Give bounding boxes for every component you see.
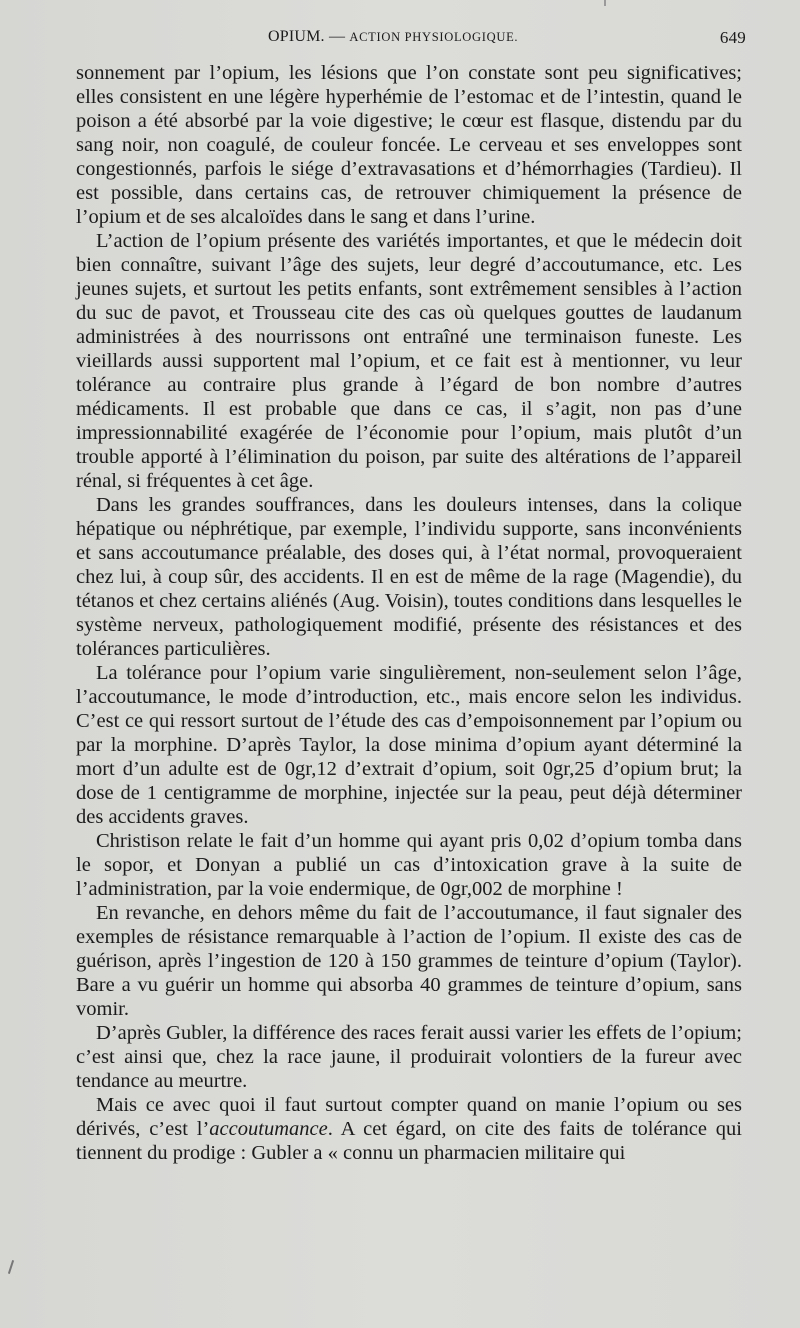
body-text (76, 61, 742, 1165)
running-head-dash: — (324, 28, 350, 45)
running-head (268, 28, 518, 46)
paragraph-6 (76, 901, 742, 1021)
paragraph-3-text: Dans les grandes souffrances, dans les douleurs intenses, dans la colique hépatique ou néphrétique, par exemple, l’individu supporte, sans inconvénients et sans accoutumance préalable, des doses qui, à l’état normal, provoqueraient chez lui, à coup sûr, des accidents. Il en est de même de la rage (Magendie), du tétanos et chez certains aliénés (Aug. Voisin), toutes conditions dans lesquelles le système nerveux, pathologiquement modifié, présente des résistances et des tolérances particulières. (76, 494, 742, 660)
paragraph-4 (76, 661, 742, 829)
paragraph-7-text: D’après Gubler, la différence des races ferait aussi varier les effets de l’opium; c’est ainsi que, chez la race jaune, il produirait volontiers de la fureur avec tendance au meurtre. (76, 1022, 742, 1092)
page-number: 649 (719, 28, 746, 47)
paragraph-1-text: sonnement par l’opium, les lésions que l’on constate sont peu significatives; elles consistent en une légère hyperhémie de l’estomac et de l’intestin, quand le poison a été absorbé par la voie digestive; le cœur est flasque, distendu par du sang noir, non coagulé, de couleur foncée. Le cerveau et ses enveloppes sont congestionnés, parfois le siége d’extravasations et d’hémorrhagies (Tardieu). Il est possible, dans certains cas, de retrouver chimiquement la présence de l’opium et de ses alcaloïdes dans le sang et dans l’urine. (76, 62, 742, 228)
paragraph-8 (76, 1093, 742, 1165)
paragraph-4-text: La tolérance pour l’opium varie singulièrement, non-seulement selon l’âge, l’accoutumance, le mode d’introduction, etc., mais encore selon les individus. C’est ce qui ressort surtout de l’étude des cas d’empoisonnement par l’opium ou par la morphine. D’après Taylor, la dose minima d’opium ayant déterminé la mort d’un adulte est de 0gr,12 d’extrait d’opium, soit 0gr,25 d’opium brut; la dose de 1 centigramme de morphine, injectée sur la peau, peut déjà déterminer des accidents graves. (76, 662, 742, 828)
running-head-subtitle: ACTION PHYSIOLOGIQUE. (349, 30, 519, 44)
paragraph-5-text: Christison relate le fait d’un homme qui ayant pris 0,02 d’opium tomba dans le sopor, et Donyan a publié un cas d’intoxication grave à la suite de l’administration, par la voie endermique, de 0gr,002 de morphine ! (76, 830, 742, 900)
paragraph-2-text: L’action de l’opium présente des variétés importantes, et que le médecin doit bien connaître, suivant l’âge des sujets, leur degré d’accoutumance, etc. Les jeunes sujets, et surtout les petits enfants, sont extrêmement sensibles à l’action du suc de pavot, et Trousseau cite des cas où quelques gouttes de laudanum administrées à des nourrissons ont entraîné une terminaison funeste. Les vieillards aussi supportent mal l’opium, et ce fait est à mentionner, vu leur tolérance au contraire plus grande à l’égard de bon nombre d’autres médicaments. Il est probable que dans ce cas, il s’agit, non pas d’une impressionnabilité exagérée de l’économie pour l’opium, mais plutôt d’un trouble apporté à l’élimination du poison, par suite des altérations de l’appareil rénal, si fréquentes à cet âge. (76, 230, 742, 492)
print-speck (604, 0, 606, 6)
running-head-main: OPIUM. (268, 28, 325, 45)
margin-mark (8, 1260, 14, 1274)
paragraph-1 (76, 61, 742, 229)
paragraph-5 (76, 829, 742, 901)
paragraph-8-text-before: Mais ce avec quoi il faut surtout compter quand on manie l’opium ou ses dérivés, c’est l’ (76, 1094, 742, 1140)
paragraph-3 (76, 493, 742, 661)
paragraph-7 (76, 1021, 742, 1093)
page-header (268, 28, 746, 54)
paragraph-8-emphasis: accoutumance (209, 1118, 328, 1140)
paragraph-8-text-after: . A cet égard, on cite des faits de tolérance qui tiennent du prodige : Gubler a « connu un pharmacien militaire qui (76, 1118, 743, 1164)
paragraph-2 (76, 229, 742, 493)
paragraph-6-text: En revanche, en dehors même du fait de l’accoutumance, il faut signaler des exemples de résistance remarquable à l’action de l’opium. Il existe des cas de guérison, après l’ingestion de 120 à 150 grammes de teinture d’opium (Taylor). Bare a vu guérir un homme qui absorba 40 grammes de teinture d’opium, sans vomir. (76, 902, 742, 1020)
